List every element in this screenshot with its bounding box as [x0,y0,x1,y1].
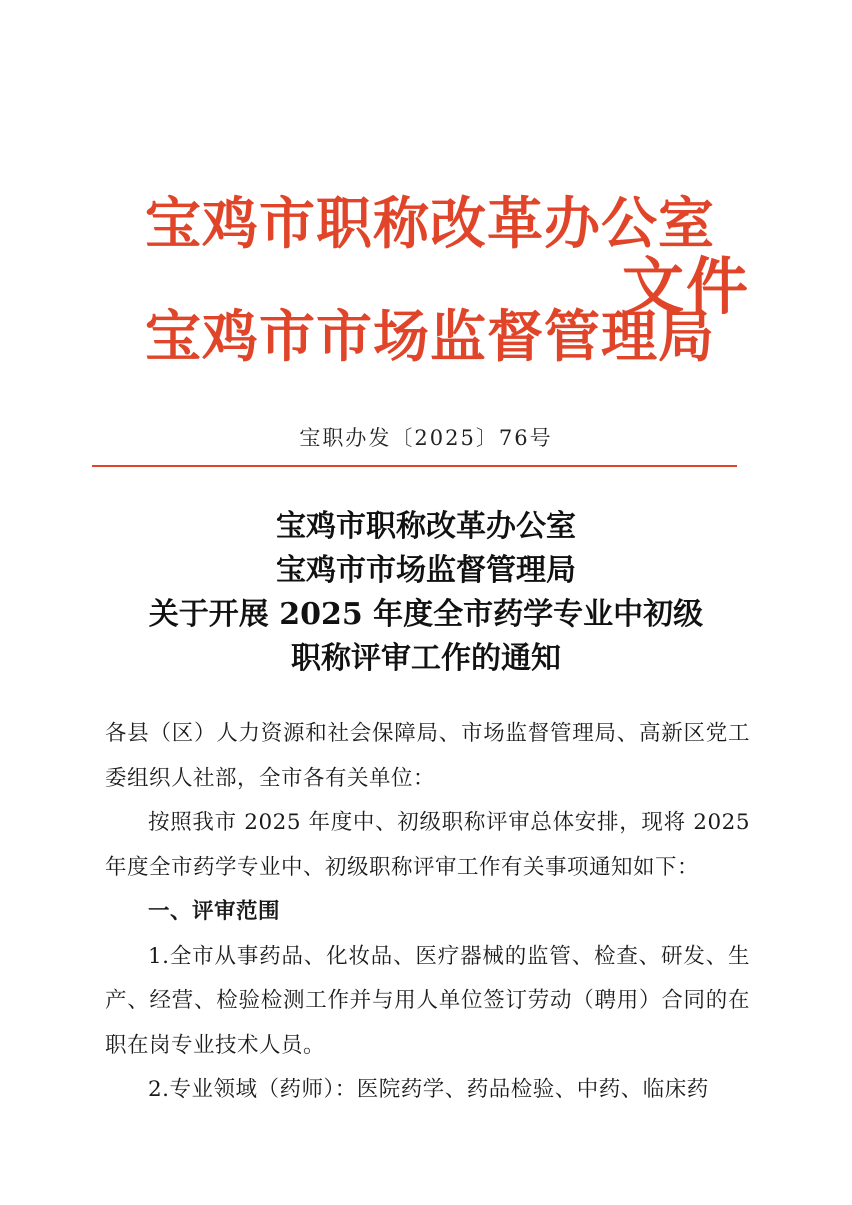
list-item-1: 1.全市从事药品、化妆品、医疗器械的监管、检查、研发、生产、经营、检验检测工作并与用人单位签订劳动（聘用）合同的在职在岗专业技术人员。 [105,943,750,1058]
title-line-1: 宝鸡市职称改革办公室 [276,509,576,544]
issuer-name-2: 宝鸡市市场监督管理局 [145,305,715,370]
document-title [0,505,852,681]
title-line-3: 关于开展 2025 年度全市药学专业中初级 [148,597,704,632]
addressee: 各县（区）人力资源和社会保障局、市场监督管理局、高新区党工委组织人社部，全市各有关单位： [105,721,750,791]
title-line-4: 职称评审工作的通知 [291,641,561,676]
letterhead-suffix: 文件 [622,250,751,323]
title-line-2: 宝鸡市市场监督管理局 [276,553,576,588]
section-heading-1: 一、评审范围 [148,899,281,924]
red-divider [92,465,737,467]
document-body [105,712,750,1113]
list-item-2: 2.专业领域（药师）：医院药学、药品检验、中药、临床药 [148,1077,709,1102]
letterhead [0,0,852,400]
issuer-name-1: 宝鸡市职称改革办公室 [145,192,715,257]
document-number: 宝职办发〔2025〕76号 [299,426,553,450]
intro-paragraph: 按照我市 2025 年度中、初级职称评审总体安排，现将 2025 年度全市药学专业中、初级职称评审工作有关事项通知如下： [105,810,750,880]
